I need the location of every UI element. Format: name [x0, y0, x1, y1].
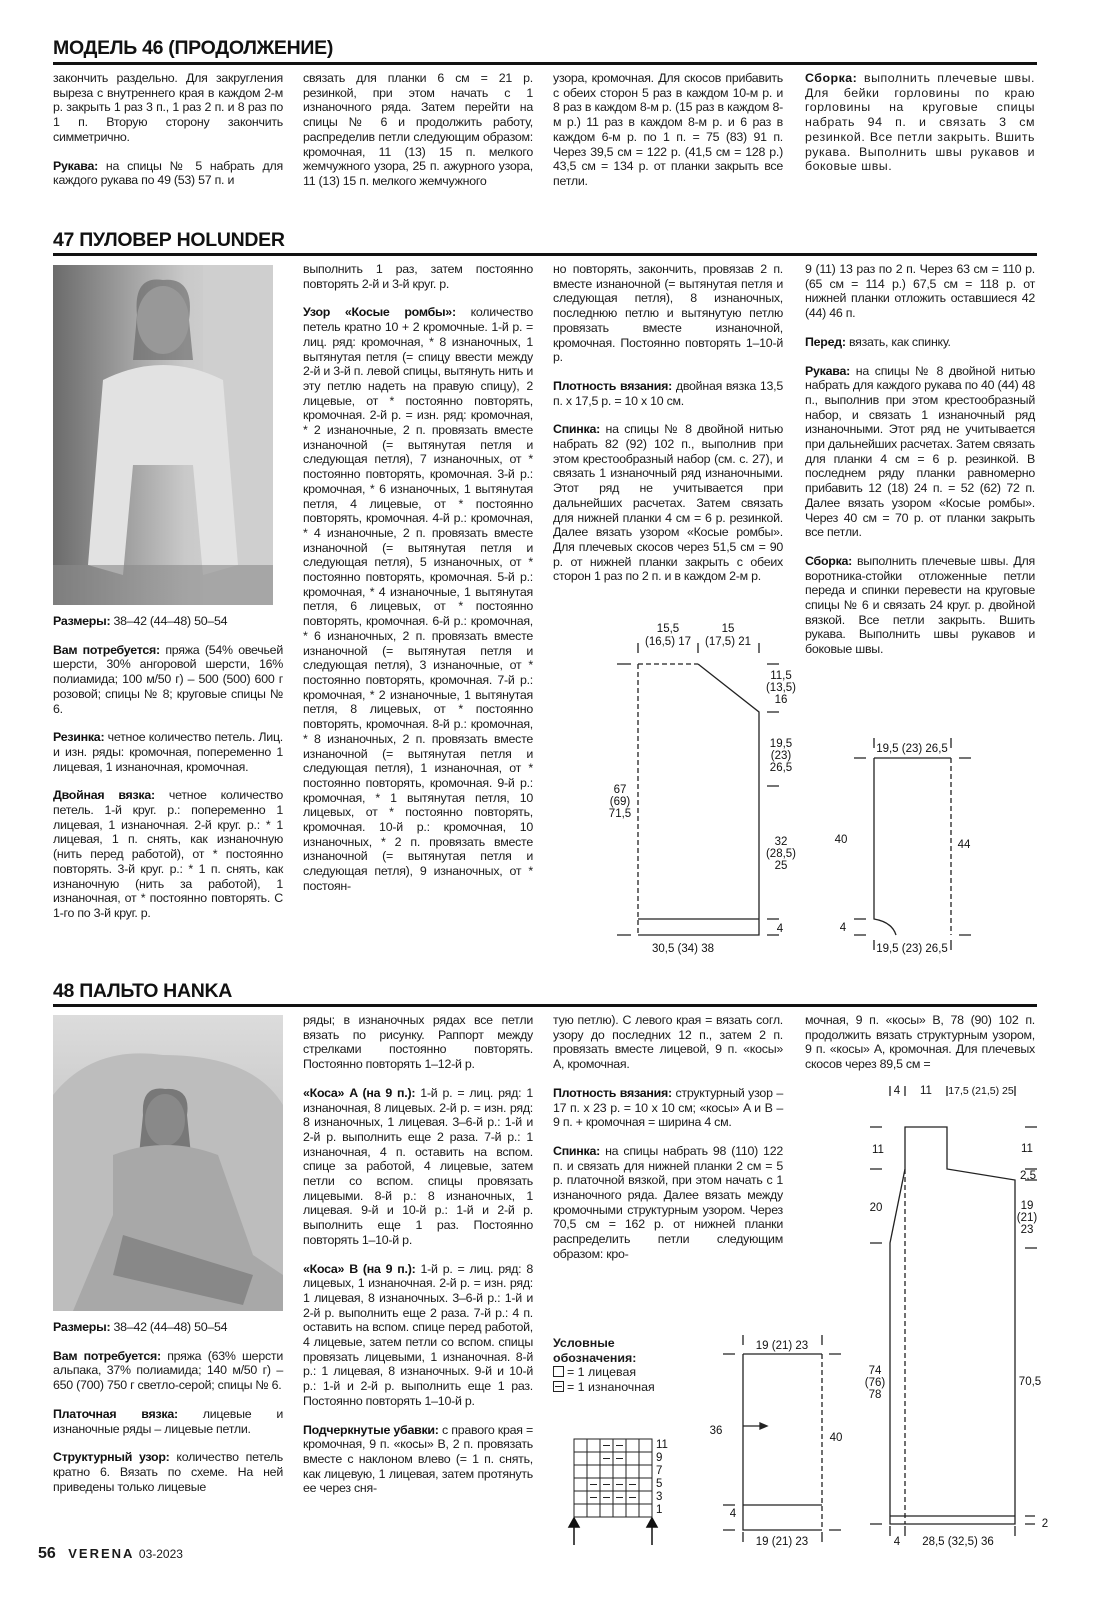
svg-text:78: 78	[868, 1389, 882, 1401]
paragraph-heading: Рукава:	[53, 158, 98, 173]
svg-text:11: 11	[920, 1085, 932, 1097]
svg-text:32: 32	[774, 836, 788, 848]
issue-number: 03-2023	[138, 1547, 183, 1561]
paragraph-text: связать для планки 6 см = 21 р. резинкой, при этом начать с 1 изнаночного ряда. Затем перейти на спицы № 6 и продолжить работу, распределив петли следующим образом: кромочная, 11 (13) 15 п. мелкого жемчужного узора, 25 п. ажурного узора, 11 (13) 15 п. мелкого жемчужного	[303, 71, 533, 188]
section-48-title: 48 ПАЛЬТО HANKA	[53, 980, 233, 1002]
svg-text:2,5: 2,5	[1020, 1170, 1036, 1182]
svg-text:15,5: 15,5	[656, 623, 680, 635]
paragraph-text: количество петель кратно 10 + 2 кромочные. 1-й р. = лиц. ряд: кромочная, * 8 изнаночных, 1 вытянутая петля (= спицу ввести между 2-й и 3-й п. левой спицы, вытянуть нить и эту петлю надеть на правую спицу), 2 лицевые, от * постоянно повторять, кромочная. 2-й р. = изн. ряд: кромочная, * 2 изнаночные, 2 п. провязать вместе изнаночной (= вытянутая петля и следующая петля), 7 изнаночных, от * постоянно повторять, кромочная. 3-й р.: кромочная, * 6 изнаночных, 1 вытянутая петля, 4 лицевые, от * постоянно повторять, кромочная. 4-й р.: кромочная, * 4 изнаночные, 2 п. провязать вместе изнаночной (= вытянутая петля и следующая петля), 5 изнаночных, от * постоянно повторять, кромочная. 5-й р.: кромочная, * 4 изнаночные, 1 вытянутая петля, 6 лицевых, от * постоянно повторять, кромочная. 6-й р.: кромочная, * 6 изнаночных, 2 п. провязать вместе изнаночной (= вытянутая петля и следующая петля), 3 изнаночные, от * постоянно повторять, кромочная. 7-й р.: кромочная, * 2 изнаночные, 1 вытянутая петля, 8 лицевых, от * постоянно повторять, кромочная. 8-й р.: кромочная, * 8 изнаночных, 2 п. провязать вместе изнаночной (= вытянутая петля и следующая петля), 1 изнаночная, от * постоянно повторять, кромочная. 9-й р.: кромочная, * 1 вытянутая петля, 10 лицевых, от * постоянно повторять, кромочная. 10-й р.: кромочная, 10 изнаночных, * 2 п. провязать вместе изнаночной (= вытянутая петля и следующая петля), 9 изнаночных, от * постоян-	[303, 305, 533, 893]
svg-text:1: 1	[656, 1504, 663, 1516]
paragraph-text: ряды; в изнаночных рядах все петли вязать по рисунку. Раппорт между стрелками постоянно повторять. Постоянно повторять 1–12-й р.	[303, 1013, 533, 1072]
svg-text:(76): (76)	[864, 1377, 886, 1389]
svg-text:11: 11	[1021, 1143, 1033, 1155]
svg-text:2: 2	[1041, 1518, 1049, 1530]
svg-text:19,5: 19,5	[769, 738, 793, 750]
svg-text:19 (21) 23: 19 (21) 23	[755, 1536, 809, 1548]
magazine-brand: VERENA	[68, 1546, 135, 1561]
paragraph-text: выполнить плечевые швы. Для бейки горловины по краю горловины на круговые спицы набрать 94 п. и связать 3 см резинкой. Все петли закрыть. Вшить рукава. Выполнить швы рукавов и боковые швы.	[805, 71, 1035, 174]
svg-text:16: 16	[774, 694, 788, 706]
svg-text:26,5: 26,5	[769, 762, 793, 774]
svg-text:11: 11	[656, 1439, 668, 1451]
paragraph-text: пряжа (63% шерсти альпака, 37% полиамида; 140 м/50 г) – 650 (700) 750 г светло-серой; спицы № 6.	[53, 1348, 283, 1393]
svg-text:4: 4	[839, 922, 847, 934]
svg-text:70,5: 70,5	[1018, 1376, 1042, 1388]
paragraph-heading: Структурный узор:	[53, 1450, 170, 1465]
paragraph-heading: Плотность вязания:	[553, 1085, 672, 1100]
paragraph-text: на спицы № 8 двойной нитью набрать для каждого рукава по 40 (44) 48 п., выполнив при этом крестообразный набор, и связать 1 изнаночный ряд изнаночными. Этот ряд не учитывается при дальнейших расчетах. Затем связать для планки 4 см = 6 р. резинкой. В последнем ряду планки равномерно прибавить 12 (18) 24 п. = 52 (62) 72 п. Далее вязать узором «Косые ромбы». Через 40 см = 70 р. от планки закрыть все петли.	[805, 363, 1035, 540]
paragraph-text: вязать, как спинку.	[848, 334, 951, 349]
paragraph-heading: Размеры:	[53, 614, 111, 628]
svg-text:11,5: 11,5	[770, 670, 792, 682]
svg-text:(13,5): (13,5)	[765, 682, 797, 694]
paragraph-text: закончить раздельно. Для закругления выреза с внутреннего края в каждом 2-м р. закрыть 1 раз 3 п., 1 раз 2 п. и 8 раз по 1 п. Вторую сторону закончить симметрично.	[53, 71, 283, 144]
svg-text:(28,5): (28,5)	[765, 848, 797, 860]
svg-text:(21): (21)	[1016, 1212, 1038, 1224]
paragraph-heading: Вам потребуется:	[53, 1348, 161, 1363]
paragraph-heading: «Коса» A (на 9 п.):	[303, 1085, 416, 1100]
svg-text:4: 4	[729, 1508, 737, 1520]
svg-text:30,5 (34) 38: 30,5 (34) 38	[651, 943, 715, 955]
svg-text:(16,5) 17: (16,5) 17	[644, 636, 692, 648]
coat-sleeve-schematic	[723, 1335, 841, 1542]
svg-text:19 (21) 23: 19 (21) 23	[755, 1340, 809, 1352]
coat-back-labels	[865, 1085, 1048, 1548]
legend-title: Условные	[553, 1336, 615, 1350]
pullover-back-labels	[609, 623, 796, 955]
page-number: 56	[38, 1545, 56, 1562]
paragraph-heading: Спинка:	[553, 1143, 601, 1158]
paragraph-text: на спицы набрать 98 (110) 122 п. и связать для нижней планки 2 см = 5 р. платочной вязкой, при этом начать с 1 изнаночного ряда. Далее вязать между кромочными структурным узором. Через 70,5 см = 162 р. от нижней планки распределить петли следующим образом: кро-	[553, 1143, 783, 1261]
paragraph-text: количество петель кратно 6. Вязать по схеме. На ней приведены только лицевые	[53, 1450, 283, 1494]
paragraph-text: структурный узор – 17 п. x 23 р. = 10 x 10 см; «косы» A и B – 9 п. + кромочная = ширина 4 см.	[553, 1085, 783, 1130]
svg-text:4: 4	[893, 1536, 901, 1548]
svg-text:5: 5	[656, 1478, 663, 1490]
paragraph-text: мочная, 9 п. «косы» B, 78 (90) 102 п. продолжить вязать структурным узором, 9 п. «косы» A, кромочная. Для плечевых скосов через 89,5 см =	[805, 1013, 1035, 1072]
paragraph-heading: Размеры:	[53, 1320, 111, 1334]
pullover-sleeve-schematic	[854, 738, 971, 950]
paragraph-text: на спицы № 5 набрать для каждого рукава по 49 (53) 57 п. и	[53, 158, 283, 188]
svg-text:(17,5) 21: (17,5) 21	[704, 636, 752, 648]
svg-text:19,5 (23) 26,5: 19,5 (23) 26,5	[876, 743, 948, 755]
paragraph-text: двойная вязка 13,5 п. x 17,5 р. = 10 x 10 см.	[553, 378, 783, 408]
svg-text:71,5: 71,5	[608, 808, 632, 820]
paragraph-text: лицевые и изнаночные ряды – лицевые петли.	[53, 1406, 283, 1436]
paragraph-heading: Рукава:	[805, 363, 850, 378]
svg-text:19,5 (23) 26,5: 19,5 (23) 26,5	[876, 943, 948, 955]
svg-text:15: 15	[721, 623, 735, 635]
pullover-back-schematic	[600, 643, 779, 935]
paragraph-heading: Резинка:	[53, 730, 105, 745]
svg-text:9: 9	[656, 1452, 663, 1464]
paragraph-heading: Сборка:	[805, 553, 853, 568]
paragraph-heading: «Коса» B (на 9 п.):	[303, 1261, 416, 1276]
chart-row-labels	[656, 1439, 668, 1516]
paragraph-heading: Платочная вязка:	[53, 1406, 178, 1421]
paragraph-heading: Сборка:	[805, 71, 858, 85]
coat-back-schematic	[870, 1086, 1037, 1536]
svg-text:44: 44	[957, 839, 971, 851]
paragraph-text: но повторять, закончить, провязав 2 п. вместе изнаночной (= вытянутая петля и следующая петля), 8 изнаночных, последнюю петлю и вытянутую петлю провязать вместе изнаночной, кромочная. Постоянно повторять 1–10-й р.	[553, 262, 783, 365]
svg-text:40: 40	[829, 1432, 843, 1444]
paragraph-text: с правого края = кромочная, 9 п. «косы» B, 2 п. провязать вместе с наклоном влево (= 1 п. снять, как лицевую, 1 лицевая, затем протянуть ее через сня-	[303, 1422, 534, 1496]
paragraph-text: четное количество петель. Лиц. и изн. ряды: кромочная, попеременно 1 лицевая, 1 изнаночная, кромочная.	[53, 730, 283, 774]
svg-text:20: 20	[869, 1202, 883, 1214]
svg-text:7: 7	[656, 1465, 663, 1477]
legend-knit-label: = 1 лицевая	[567, 1365, 637, 1379]
svg-text:19: 19	[1020, 1200, 1034, 1212]
paragraph-text: 1-й р. = лиц. ряд: 8 лицевых, 1 изнаночная. 2-й р. = изн. ряд: 1 лицевая, 8 изнаночных. 3–6-й р.: 1-й и 2-й р. выполнить еще 2 раза. 7-й р.: 4 п. оставить на вспом. спице перед работой, 4 лицевые, затем петли со вспом. спицы провязать лицевыми, 1 изнаночная. 8-й р.: 1 лицевая, 8 изнаночных. 9-й и 10-й р.: 1-й и 2-й р. выполнить еще 1 раз. Постоянно повторять 1–10-й р.	[303, 1261, 533, 1408]
svg-text:(23): (23)	[770, 750, 792, 762]
repeat-arrows-icon	[569, 1518, 657, 1545]
paragraph-text: 1-й р. = лиц. ряд: 1 изнаночная, 8 лицевых. 2-й р. = изн. ряд: 8 изнаночных, 1 лицевая. 3–6-й р.: 1-й и 2-й р. выполнить еще 2 раза. 7-й р.: 1 изнаночная, 4 п. оставить на вспом. спице за работой, 4 лицевые, затем петли со вспом. спицы провязать лицевыми. 8-й р.: 8 изнаночных, 1 лицевая. 9-й и 10-й р.: 1-й и 2-й р. выполнить еще 1 раз. Постоянно повторять 1–10-й р.	[303, 1085, 533, 1247]
paragraph-text: на спицы № 8 двойной нитью набрать 82 (92) 102 п., выполнив при этом крестообразный набор (см. с. 27), и связать 1 изнаночный ряд изнаночными. Этот ряд не учитывается при дальнейших расчетах. Затем связать для нижней планки 4 см = 6 р. резинкой. Далее вязать узором «Косые ромбы». Для плечевых скосов через 51,5 см = 90 р. от нижней планки закрыть с обеих сторон 1 раз по 2 п. и в каждом 2-м р.	[553, 422, 783, 584]
paragraph-heading: Подчеркнутые убавки:	[303, 1422, 439, 1437]
paragraph-heading: Перед:	[805, 334, 846, 349]
legend-title: обозначения:	[553, 1350, 637, 1365]
svg-text:11: 11	[872, 1144, 884, 1156]
svg-text:4: 4	[893, 1085, 901, 1097]
svg-text:40: 40	[834, 834, 848, 846]
svg-text:17,5 (21,5) 25: 17,5 (21,5) 25	[948, 1085, 1014, 1097]
paragraph-text: выполнить плечевые швы. Для воротника-стойки отложенные петли переда и спинки перевести на круговые спицы № 6 и связать 24 круг. р. двойной вязкой. Все петли закрыть. Вшить рукава. Выполнить швы рукавов и боковые швы.	[805, 553, 1035, 657]
page-footer	[38, 1545, 183, 1563]
svg-text:28,5 (32,5) 36: 28,5 (32,5) 36	[922, 1536, 994, 1548]
paragraph-heading: Двойная вязка:	[53, 788, 155, 803]
section-46-title: МОДЕЛЬ 46 (ПРОДОЛЖЕНИЕ)	[53, 37, 334, 59]
legend-purl-label: = 1 изнаночная	[567, 1379, 655, 1394]
paragraph-text: четное количество петель. 1-й круг. р.: попеременно 1 лицевая, 1 изнаночная. 2-й круг. р.: * 1 лицевая, 1 п. снять, как изнаночную (нить перед работой), от * постоянно повторять. 3-й круг. р.: * 1 п. снять, как изнаночную (нить за работой), 1 изнаночная, от * постоянно повторять. С 1-го по 3-й круг. р.	[53, 788, 284, 920]
paragraph-text: 38–42 (44–48) 50–54	[113, 1320, 228, 1334]
svg-text:23: 23	[1020, 1224, 1034, 1236]
paragraph-heading: Узор «Косые ромбы»:	[303, 305, 456, 320]
section-47-title: 47 ПУЛОВЕР HOLUNDER	[53, 229, 285, 251]
paragraph-text: выполнить 1 раз, затем постоянно повторять 2-й и 3-й круг. р.	[303, 262, 533, 291]
paragraph-text: 9 (11) 13 раз по 2 п. Через 63 см = 110 р. (65 см = 114 р.) 67,5 см = 118 р. от нижней планки отложить оставшиеся 42 (44) 46 п.	[805, 262, 1035, 321]
paragraph-text: узора, кромочная. Для скосов прибавить с обеих сторон 5 раз в каждом 10-м р. и 8 раз в каждом 8-м р. (15 раз в каждом 8-м р.) 11 раз в каждом 8-м р. и 6 раз в каждом 6-м р. по 1 п. = 75 (83) 91 п. Через 39,5 см = 122 р. (41,5 см = 128 р.) 43,5 см = 134 р. от планки закрыть все петли.	[553, 71, 783, 188]
paragraph-text: пряжа (54% овечьей шерсти, 30% ангоровой шерсти, 16% полиамида; 100 м/50 г) – 500 (500) 600 г розовой; спицы № 8; круговые спицы № 6.	[53, 642, 283, 716]
svg-text:67: 67	[613, 784, 627, 796]
svg-text:74: 74	[868, 1365, 882, 1377]
paragraph-text: тую петлю). С левого края = вязать согл. узору до последних 12 п., затем 2 п. провязать вместе лицевой, 9 п. «косы» A, кромочная.	[553, 1013, 783, 1072]
paragraph-text: 38–42 (44–48) 50–54	[113, 614, 228, 628]
paragraph-heading: Вам потребуется:	[53, 642, 160, 657]
stitch-chart	[574, 1439, 652, 1517]
svg-text:(69): (69)	[609, 796, 631, 808]
svg-text:36: 36	[709, 1425, 723, 1437]
paragraph-heading: Спинка:	[553, 422, 601, 437]
svg-text:4: 4	[776, 923, 784, 935]
svg-text:3: 3	[656, 1491, 663, 1503]
svg-text:25: 25	[774, 860, 788, 872]
paragraph-heading: Плотность вязания:	[553, 378, 673, 393]
